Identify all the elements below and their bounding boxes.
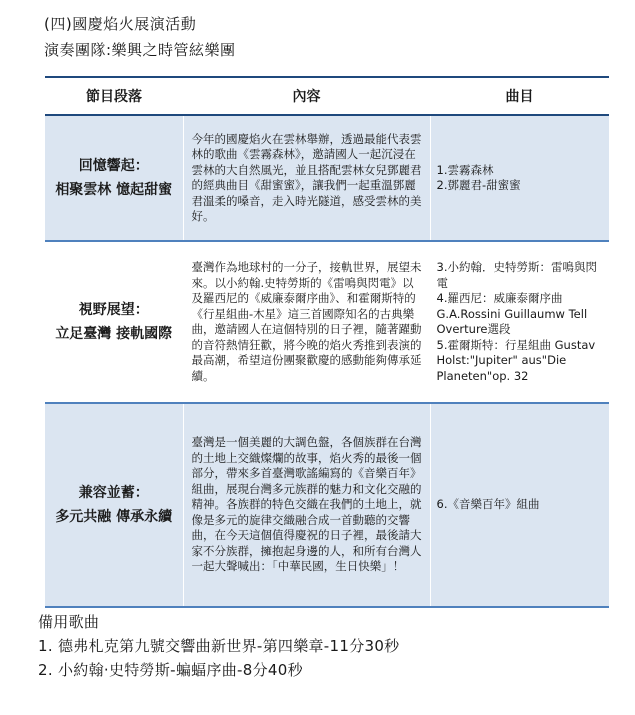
content-cell: 臺灣作為地球村的一分子，接軌世界，展望未來。以小約翰.史特勞斯的《雷鳴與閃電》以及羅西尼的《威廉泰爾序曲》、和霍爾斯特的《行星組曲-木星》這三首國際知名的古典樂曲，邀請國人在這個特別的日子裡，隨著躍動的音符熱情狂歡，將今晚的焰火秀推到表演的最高潮，希望這份團聚歡慶的感動能夠傳承延續。 bbox=[183, 241, 430, 403]
segment-title: 回憶響起： bbox=[78, 158, 149, 174]
music-cell bbox=[430, 403, 609, 607]
backup-heading: 備用歌曲 bbox=[38, 613, 100, 631]
segment-subtitle: 多元共融 傳承永續 bbox=[55, 509, 173, 525]
backup-item: 2. 小約翰·史特勞斯-蝙蝠序曲-8分40秒 bbox=[38, 661, 303, 679]
music-cell bbox=[430, 241, 609, 403]
segment-subtitle: 相聚雲林 憶起甜蜜 bbox=[55, 182, 173, 198]
music-item: 1.雲霧森林 bbox=[436, 162, 494, 177]
segment-subtitle: 立足臺灣 接軌國際 bbox=[55, 326, 173, 342]
content-cell: 今年的國慶焰火在雲林舉辦，透過最能代表雲林的歌曲《雲霧森林》，邀請國人一起沉浸在雲林的大自然風光，並且搭配雲林女兒鄧麗君的經典曲目《甜蜜蜜》，讓我們一起重溫鄧麗君溫柔的嗓音，走入時光隧道，感受雲林的美好。 bbox=[183, 115, 430, 241]
backup-item: 1. 德弗札克第九號交響曲新世界-第四樂章-11分30秒 bbox=[38, 637, 400, 655]
music-cell bbox=[430, 115, 609, 241]
segment-cell bbox=[45, 403, 183, 607]
section-title: (四)國慶焰火展演活動 bbox=[44, 15, 197, 33]
segment-title: 視野展望： bbox=[78, 302, 149, 318]
music-item: 5.霍爾斯特：行星組曲 Gustav Holst:"Jupiter" aus"Die Planeten"op. 32 bbox=[436, 337, 596, 383]
music-item: 6.《音樂百年》組曲 bbox=[436, 497, 540, 512]
segment-cell bbox=[45, 241, 183, 403]
column-header-music: 曲目 bbox=[430, 77, 609, 115]
table-row bbox=[45, 115, 609, 241]
segment-title: 兼容並蓄： bbox=[78, 485, 149, 501]
column-header-segment: 節目段落 bbox=[45, 77, 183, 115]
table-row bbox=[45, 241, 609, 403]
table-row bbox=[45, 403, 609, 607]
music-item: 2.鄧麗君-甜蜜蜜 bbox=[436, 178, 521, 192]
table-header-row bbox=[45, 77, 609, 115]
segment-cell bbox=[45, 115, 183, 241]
content-cell: 臺灣是一個美麗的大調色盤，各個族群在台灣的土地上交織燦爛的故事，焰火秀的最後一個部分，帶來多首臺灣歌謠編寫的《音樂百年》組曲，展現台灣多元族群的魅力和文化交融的精神。各族群的特色交織在我們的土地上，就像是多元的旋律交織融合成一首動聽的交響曲，在今天這個值得慶祝的日子裡，最後請大家不分族群，擁抱起身邊的人，和所有台灣人一起大聲喊出：「中華民國，生日快樂」！ bbox=[183, 403, 430, 607]
program-table bbox=[45, 76, 609, 608]
music-item: 4.羅西尼：威廉泰爾序曲 G.A.Rossini Guillaumw Tell Overture選段 bbox=[436, 291, 588, 336]
music-item: 3.小約翰．史特勞斯：雷鳴與閃電 bbox=[436, 260, 597, 290]
ensemble-line: 演奏團隊:樂興之時管絃樂團 bbox=[44, 41, 236, 59]
column-header-content: 內容 bbox=[183, 77, 430, 115]
